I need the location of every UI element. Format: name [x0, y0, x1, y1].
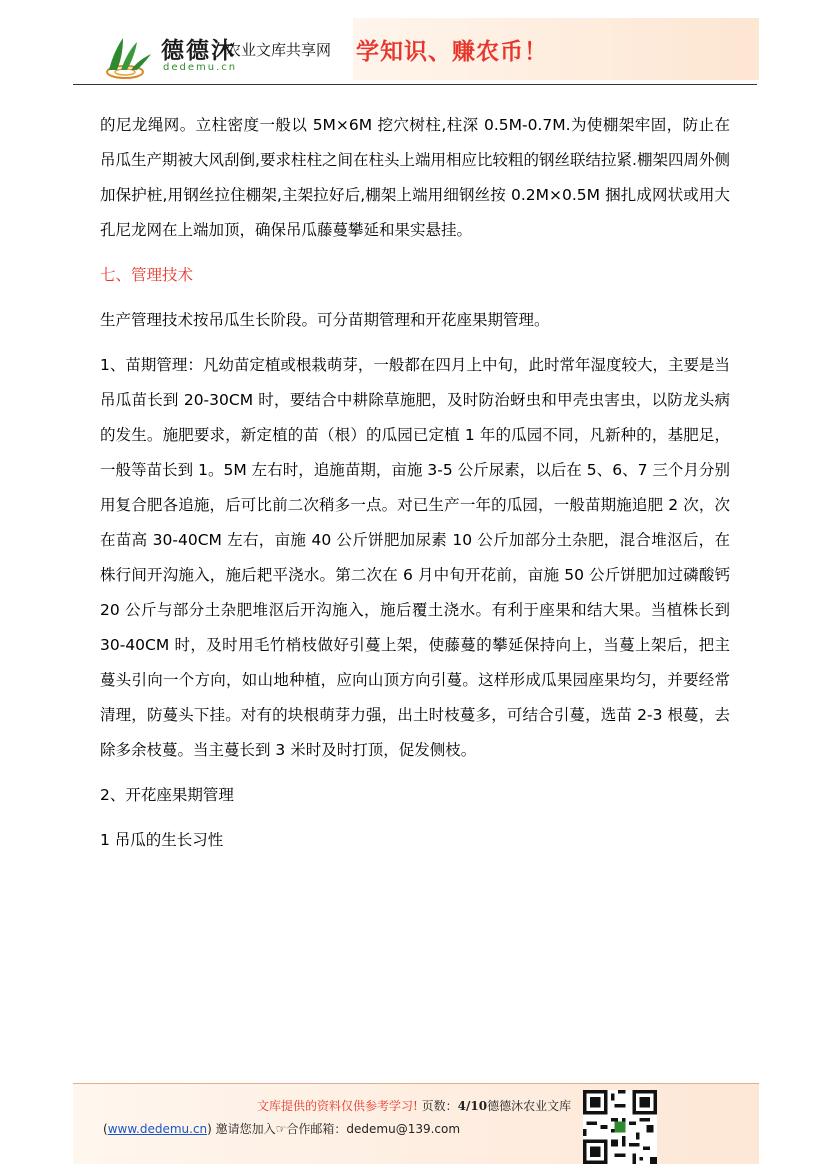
paragraph-flowering-heading: 2、开花座果期管理 — [100, 786, 234, 804]
footer-line-2: (www.dedemu.cn) 邀请您加入☞合作邮箱：dedemu@139.com — [103, 1122, 461, 1136]
footer-notice: 文库提供的资料仅供参考学习! — [257, 1099, 418, 1113]
page-header — [73, 18, 759, 84]
section-heading-management: 七、管理技术 — [100, 266, 194, 284]
footer-line-1 — [257, 1097, 571, 1114]
footer-site-link[interactable]: www.dedemu.cn — [107, 1122, 208, 1136]
footer-page-label: 页数： — [421, 1099, 458, 1113]
paragraph-management-intro: 生产管理技术按吊瓜生长阶段。可分苗期管理和开花座果期管理。 — [100, 311, 550, 329]
brand-name: 德德沐 — [161, 37, 236, 64]
footer-invite: 邀请您加入☞合作邮箱：dedemu@139.com — [215, 1122, 461, 1136]
brand-url: dedemu.cn — [163, 62, 238, 73]
header-slogan: 学知识、赚农币！ — [356, 38, 548, 65]
document-body — [100, 108, 730, 858]
page-footer — [73, 1083, 759, 1164]
paragraph-seedling-management: 1、苗期管理：凡幼苗定植或根栽萌芽，一般都在四月上中旬，此时常年湿度较大，主要是当吊瓜苗长到 20-30CM 时，要结合中耕除草施肥，及时防治蚜虫和甲壳虫害虫，以防龙头病的发生。施肥要求，新定植的苗（根）的瓜园已定植 1 年的瓜园不同，凡新种的，基肥足，一般等苗长到 1。5M 左右时，追施苗期，亩施 3-5 公斤尿素，以后在 5、6、7 三个月分别用复合肥各追施，后可比前二次稍多一点。对已生产一年的瓜园，一般苗期施追肥 2 次，次在苗高 30-40CM 左右，亩施 40 公斤饼肥加尿素 10 公斤加部分土杂肥，混合堆沤后，在株行间开沟施入，施后耙平浇水。第二次在 6 月中旬开花前，亩施 50 公斤饼肥加过磷酸钙 20 公斤与部分土杂肥堆沤后开沟施入，施后覆土浇水。有利于座果和结大果。当植株长到 30-40CM 时，及时用毛竹梢枝做好引蔓上架，使藤蔓的攀延保持向上，当蔓上架后，把主蔓头引向一个方向，如山地种植，应向山顶方向引蔓。这样形成瓜果园座果均匀，并要经常清理，防蔓头下挂。对有的块根萌芽力强，出土时枝蔓多，可结合引蔓，选苗 2-3 根蔓，去除多余枝蔓。当主蔓长到 3 米时及时打顶，促发侧枝。 — [100, 356, 730, 759]
paragraph-growth-habit: 1 吊瓜的生长习性 — [100, 831, 224, 849]
qr-code-icon — [583, 1090, 657, 1164]
footer-site-name: 德德沐农业文库 — [487, 1099, 572, 1113]
footer-page-number: 4/10 — [457, 1099, 488, 1113]
brand-subtitle: 农业文库共享网 — [226, 41, 332, 59]
leaf-logo-icon — [101, 32, 157, 82]
paragraph-trellis: 的尼龙绳网。立柱密度一般以 5M×6M 挖穴树柱,柱深 0.5M-0.7M.为使棚架牢固，防止在吊瓜生产期被大风刮倒,要求柱柱之间在柱头上端用相应比较粗的钢丝联结拉紧.棚架四周外侧加保护桩,用钢丝拉住棚架,主架拉好后,棚架上端用细钢丝按 0.2M×0.5M 捆扎成网状或用大孔尼龙网在上端加顶，确保吊瓜藤蔓攀延和果实悬挂。 — [100, 116, 730, 239]
header-divider — [73, 84, 757, 85]
